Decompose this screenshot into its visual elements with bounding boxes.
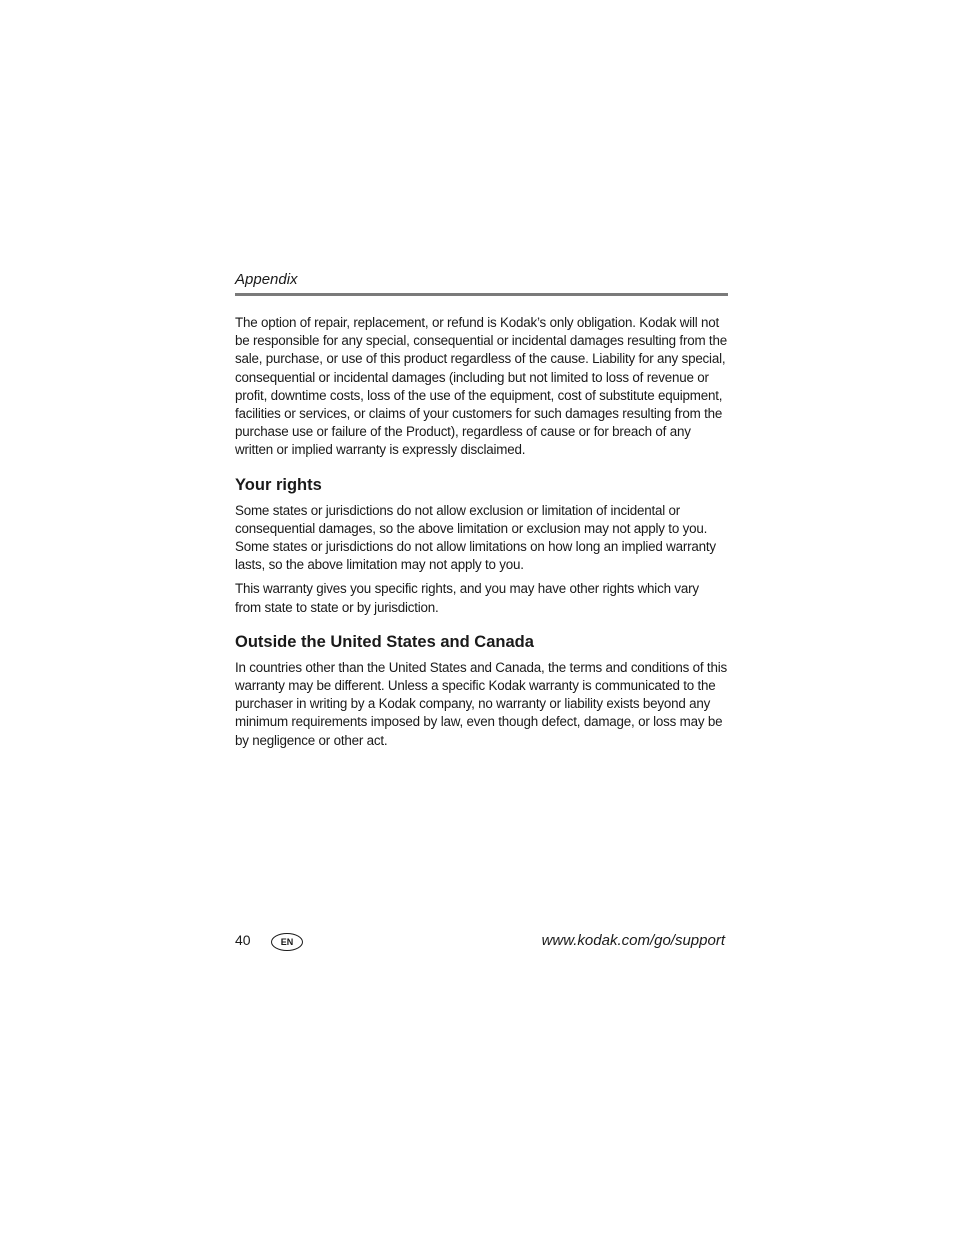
page-footer — [235, 930, 725, 954]
paragraph: In countries other than the United States and Canada, the terms and conditions of this warranty may be different. Unless a specific Kodak warranty is communicated to the purchaser in writing by a Kodak company, no warranty or liability exists beyond any minimum requirements imposed by law, even though defect, damage, or loss may be by negligence or other act. — [235, 659, 727, 748]
page-number: 40 — [235, 932, 251, 948]
support-url-link[interactable]: www.kodak.com/go/support — [541, 932, 725, 949]
paragraph: Some states or jurisdictions do not allow exclusion or limitation of incidental or consequential damages, so the above limitation or exclusion may not apply to you. Some states or jurisdictions do not allow limitations on how long an implied warranty lasts, so the above limitation may not apply to you. — [235, 502, 716, 573]
section-label: Appendix — [235, 271, 298, 288]
page-body — [235, 270, 728, 756]
section-heading-your-rights: Your rights — [235, 475, 322, 494]
paragraph: This warranty gives you specific rights, and you may have other rights which vary from state to state or by jurisdiction. — [235, 581, 699, 615]
header-divider — [235, 293, 728, 296]
section-heading-outside-us-canada: Outside the United States and Canada — [235, 632, 534, 651]
intro-paragraph: The option of repair, replacement, or refund is Kodak’s only obligation. Kodak will not be responsible for any special, consequential or incidental damages resulting from the sale, purchase, or use of this product regardless of the cause. Liability for any special, consequential or incidental damages (including but not limited to loss of revenue or profit, downtime costs, loss of the use of the equipment, cost of substitute equipment, facilities or services, or claims of your customers for such damages resulting from the purchase use or failure of the Product), regardless of cause or for breach of any written or implied warranty is expressly disclaimed. — [235, 315, 727, 458]
section-outside-us-canada — [235, 631, 728, 750]
section-your-rights — [235, 474, 728, 617]
language-badge-icon: EN — [271, 933, 303, 951]
